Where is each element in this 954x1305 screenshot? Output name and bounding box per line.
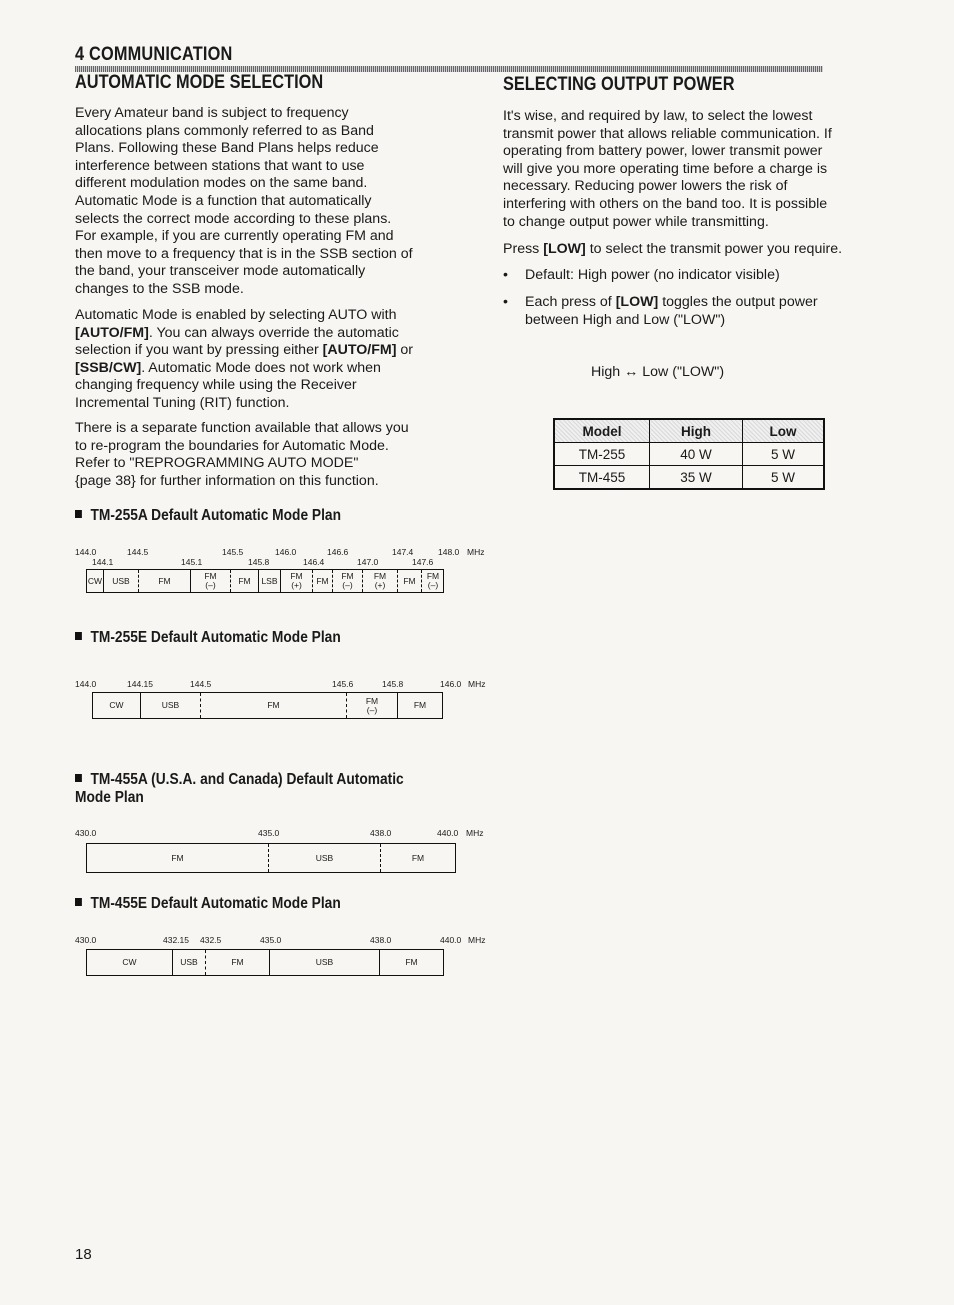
tick-label: 432.15	[163, 935, 189, 945]
plan3-title: TM-455A (U.S.A. and Canada) Default Automatic Mode Plan	[75, 771, 404, 806]
col-header-model: Model	[554, 419, 650, 443]
tick-label: 440.0	[437, 828, 459, 838]
tick-label: 144.0	[75, 547, 97, 557]
output-power-heading: SELECTING OUTPUT POWER	[503, 74, 735, 95]
mhz-unit: MHz	[468, 679, 486, 689]
band-segment: FM (–)	[191, 570, 231, 592]
band-segment: FM	[405, 957, 418, 967]
bullet-square-icon	[75, 898, 82, 906]
tick-label: 430.0	[75, 935, 97, 945]
mhz-unit: MHz	[467, 547, 485, 557]
band-segment: FM	[139, 570, 191, 592]
output-power-paragraph-2: Press [LOW] to select the transmit power you require.	[503, 241, 843, 257]
band-segment: FM (+)	[281, 570, 313, 592]
high-low-toggle-caption: High ↔ Low ("LOW")	[591, 364, 725, 380]
plan3-band-strip	[86, 843, 456, 873]
col-header-low: Low	[743, 419, 825, 443]
ssb-cw-key: [SSB/CW]	[75, 359, 142, 376]
tick-label: 144.5	[127, 547, 149, 557]
plan1-title: TM-255A Default Automatic Mode Plan	[75, 507, 341, 525]
chapter-title: 4 COMMUNICATION	[75, 44, 233, 65]
tick-label: 144.15	[127, 679, 153, 689]
band-segment: FM	[206, 950, 270, 975]
band-segment: FM (+)	[363, 570, 398, 592]
tick-label: 146.4	[303, 557, 325, 567]
tick-label: 144.0	[75, 679, 97, 689]
page-number: 18	[75, 1246, 92, 1263]
cell-model: TM-455	[554, 466, 650, 490]
auto-fm-key-2: [AUTO/FM]	[322, 342, 397, 359]
automatic-mode-heading: AUTOMATIC MODE SELECTION	[75, 72, 324, 93]
bullet-square-icon	[75, 632, 82, 640]
tick-label: 146.0	[275, 547, 297, 557]
tick-label: 145.5	[222, 547, 244, 557]
tick-label: 438.0	[370, 828, 392, 838]
tick-label: 438.0	[370, 935, 392, 945]
auto-fm-key: [AUTO/FM]	[75, 324, 149, 341]
tick-label: 435.0	[258, 828, 280, 838]
plan2-title: TM-255E Default Automatic Mode Plan	[75, 629, 341, 647]
band-segment: CW	[87, 570, 104, 592]
tick-label: 146.0	[440, 679, 462, 689]
tick-label: 145.6	[332, 679, 354, 689]
tick-label: 144.5	[190, 679, 212, 689]
band-segment: CW	[93, 693, 141, 718]
low-key: [LOW]	[543, 241, 586, 257]
tick-label: 148.0	[438, 547, 460, 557]
tick-label: 145.1	[181, 557, 203, 567]
cell-low: 5 W	[743, 443, 825, 466]
band-segment: CW	[87, 950, 173, 975]
plan1-band-strip	[86, 569, 444, 593]
cell-high: 35 W	[650, 466, 743, 490]
band-segment: FM	[201, 693, 347, 718]
band-segment: FM	[231, 570, 259, 592]
band-segment: FM (–)	[426, 571, 440, 590]
auto-mode-paragraph-3: There is a separate function available that allows you to re-program the boundaries for Automatic Mode. Refer to "REPROGRAMMING AUTO MODE" {page 38} for further information on this function.	[75, 420, 409, 489]
band-segment: USB	[104, 570, 139, 592]
output-power-table	[553, 418, 825, 490]
tick-label: 146.6	[327, 547, 349, 557]
cell-model: TM-255	[554, 443, 650, 466]
band-segment: FM	[411, 852, 425, 863]
bullet-dot-icon: •	[503, 294, 508, 310]
band-segment: FM (–)	[347, 693, 398, 718]
low-key: [LOW]	[615, 294, 659, 310]
output-power-paragraph-1: It's wise, and required by law, to select the lowest transmit power that allows reliable communication. If operating from battery power, lower transmit power will give you more operating time before a charge is necessary. Reducing power lowers the risk of interfering with others on the band too. It is possible to change output power while transmitting.	[503, 108, 832, 230]
auto-mode-paragraph-2: Automatic Mode is enabled by selecting AUTO with [AUTO/FM]. You can always override the automatic selection if you want by pressing either [AUTO/FM] or [SSB/CW]. Automatic Mode does not work when changing frequency while using the Receiver Incremental Tuning (RIT) function.	[75, 307, 413, 411]
tick-label: 440.0	[440, 935, 462, 945]
table-row	[554, 466, 824, 490]
band-segment: LSB	[259, 570, 281, 592]
cell-low: 5 W	[743, 466, 825, 490]
bullet-square-icon	[75, 510, 82, 518]
mhz-unit: MHz	[466, 828, 484, 838]
plan4-band-strip	[86, 949, 444, 976]
tick-label: 430.0	[75, 828, 97, 838]
tick-label: 145.8	[248, 557, 270, 567]
auto-mode-paragraph-1: Every Amateur band is subject to frequency allocations plans commonly referred to as Band Plans. Following these Band Plans helps reduce interference between stations that want to use different modulation modes on the same band. Automatic Mode is a function that automatically selects the correct mode according to these plans. For example, if you are currently operating FM and then move to a frequency that is in the SSB section of the band, your transceiver mode automatically changes to the SSB mode.	[75, 105, 413, 297]
tick-label: 147.6	[412, 557, 434, 567]
tick-label: 147.0	[357, 557, 379, 567]
plan4-title: TM-455E Default Automatic Mode Plan	[75, 895, 341, 913]
table-row	[554, 443, 824, 466]
band-segment: USB	[269, 844, 381, 872]
tick-label: 435.0	[260, 935, 282, 945]
band-segment: USB	[141, 693, 201, 718]
band-segment: FM	[413, 700, 427, 710]
tick-label: 145.8	[382, 679, 404, 689]
bullet-dot-icon: •	[503, 267, 508, 283]
plan2-band-strip	[92, 692, 443, 719]
cell-high: 40 W	[650, 443, 743, 466]
band-segment: FM	[398, 570, 422, 592]
mhz-unit: MHz	[468, 935, 486, 945]
bullet-square-icon	[75, 774, 82, 782]
tick-label: 432.5	[200, 935, 222, 945]
band-segment: FM	[313, 570, 333, 592]
band-segment: FM (–)	[333, 570, 363, 592]
band-segment: USB	[173, 950, 206, 975]
band-segment: USB	[270, 950, 380, 975]
tick-label: 147.4	[392, 547, 414, 557]
band-segment: FM	[87, 844, 269, 872]
col-header-high: High	[650, 419, 743, 443]
tick-label: 144.1	[92, 557, 114, 567]
table-header-row	[554, 419, 824, 443]
